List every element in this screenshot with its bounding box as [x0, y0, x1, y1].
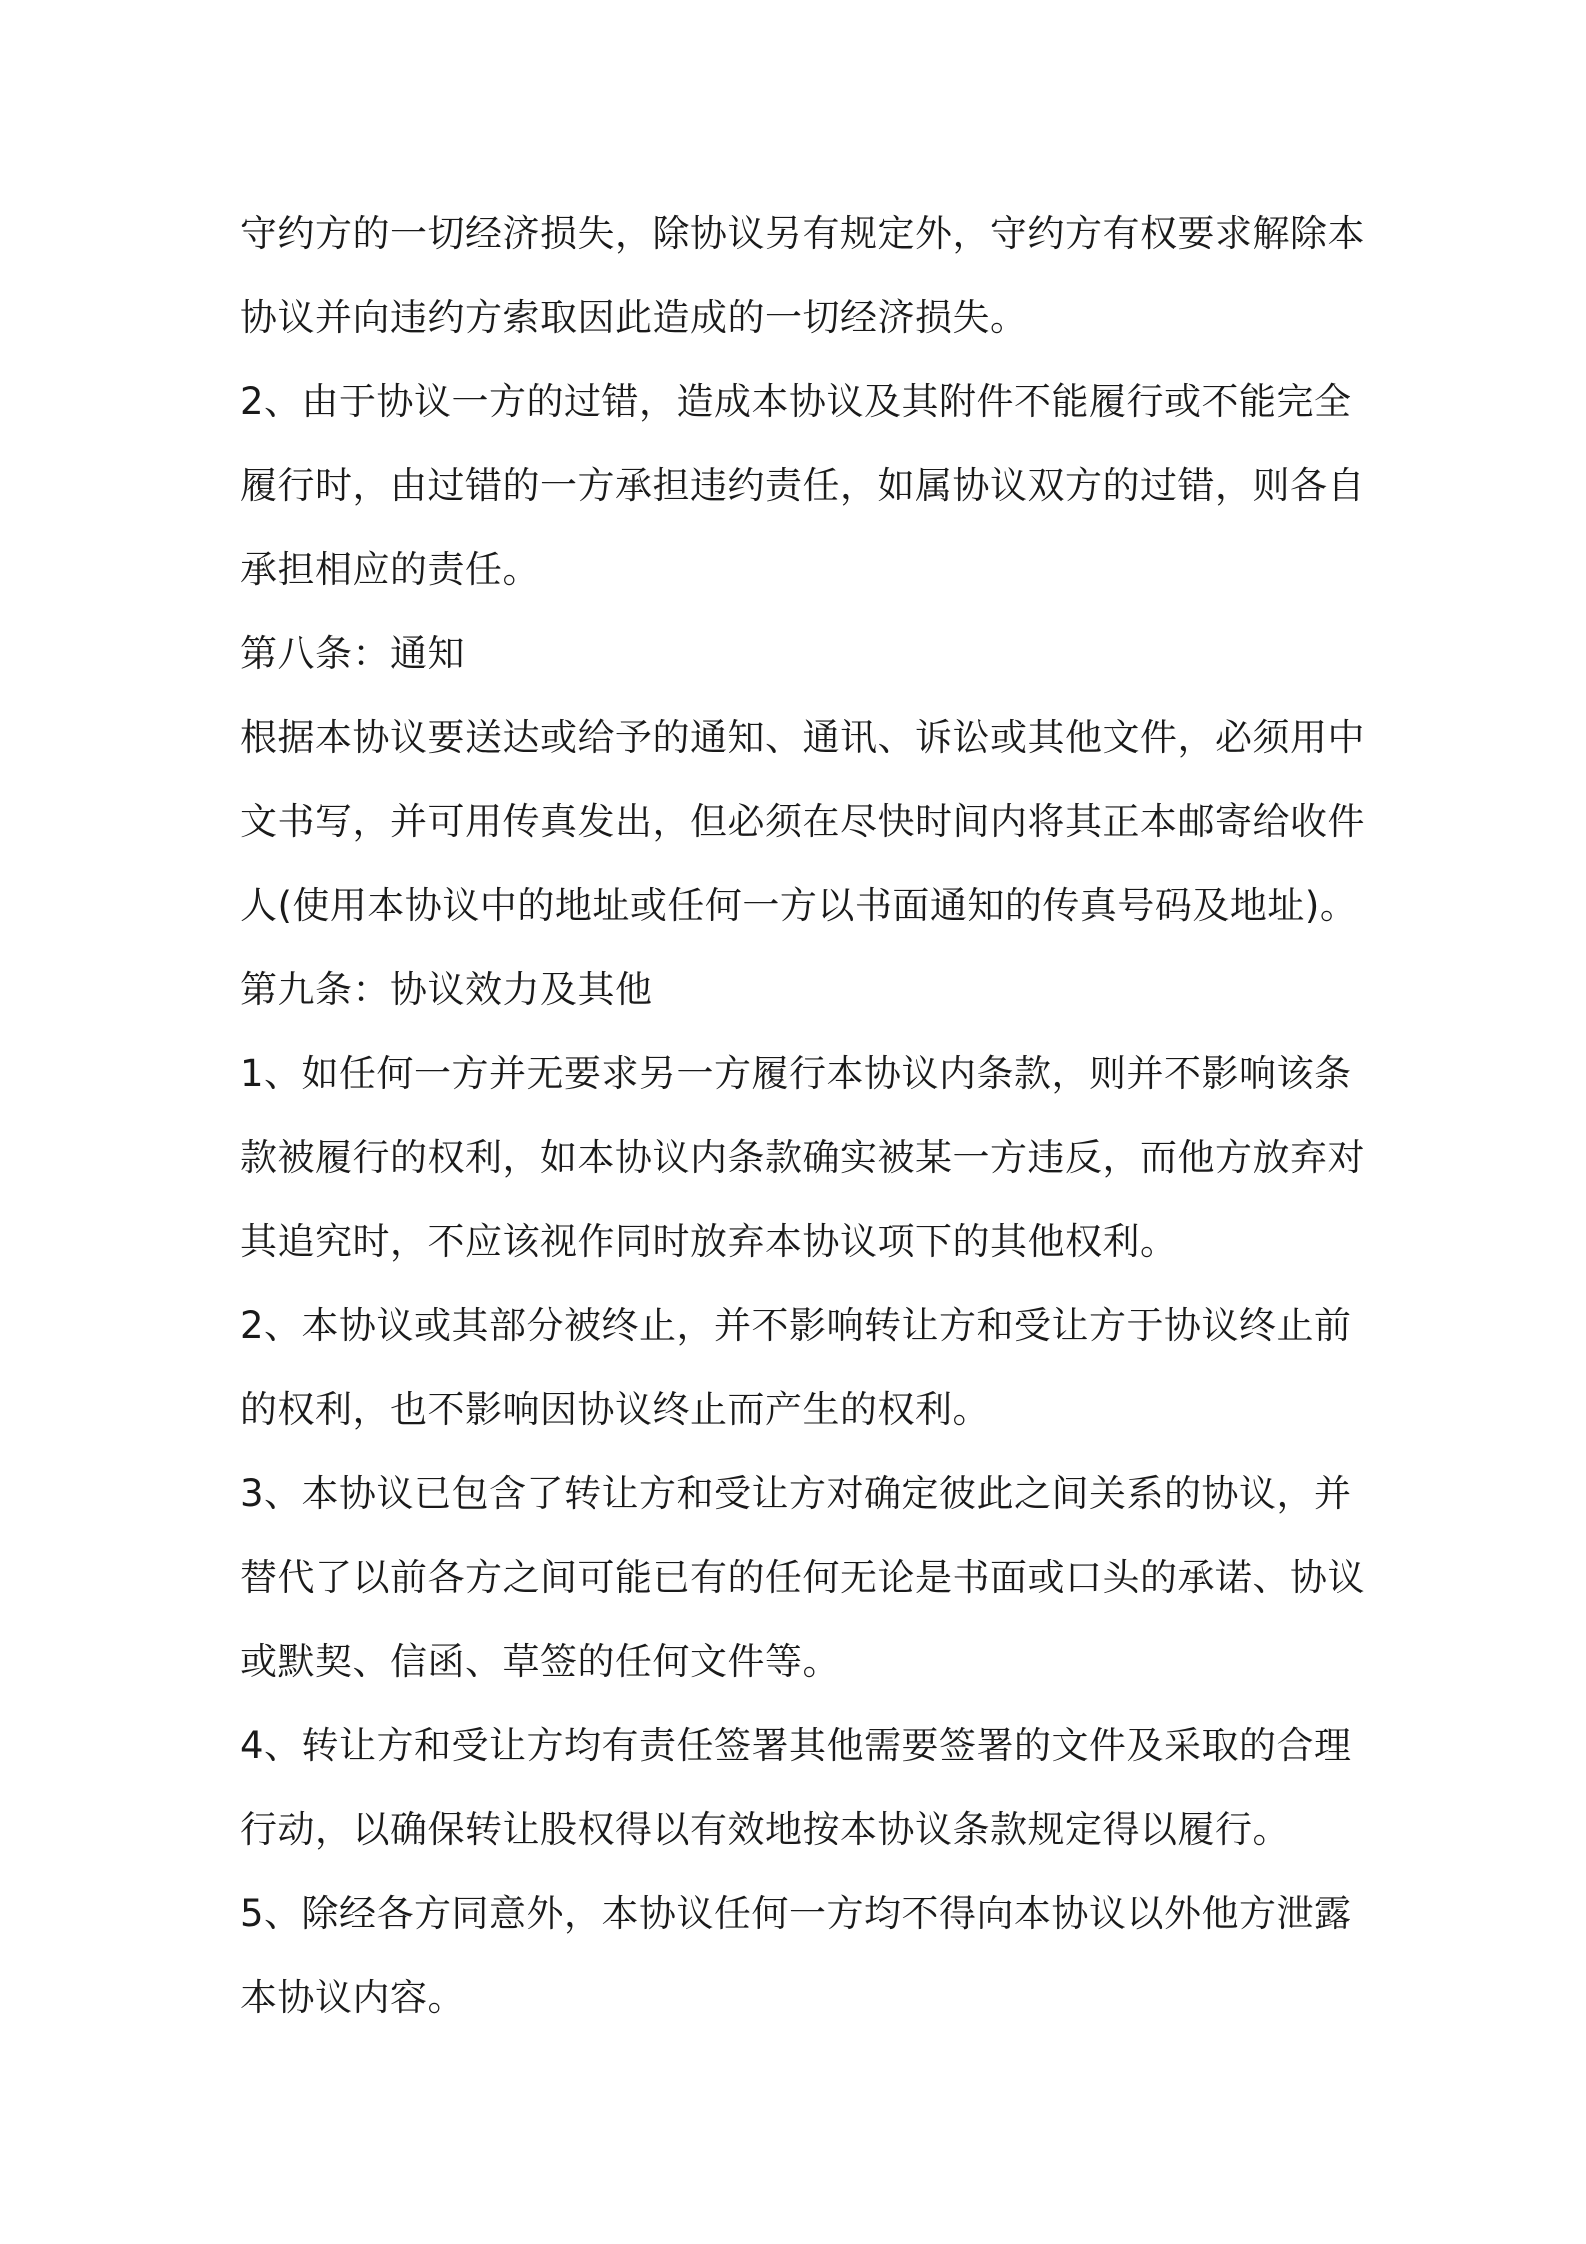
text-line: 履行时，由过错的一方承担违约责任，如属协议双方的过错，则各自 — [240, 464, 1365, 507]
text-line: 替代了以前各方之间可能已有的任何无论是书面或口头的承诺、协议 — [240, 1556, 1365, 1599]
text-line: 其追究时，不应该视作同时放弃本协议项下的其他权利。 — [240, 1220, 1178, 1263]
text-line: 文书写，并可用传真发出，但必须在尽快时间内将其正本邮寄给收件 — [240, 800, 1365, 843]
text-line: 协议并向违约方索取因此造成的一切经济损失。 — [240, 296, 1028, 339]
text-line: 5、除经各方同意外，本协议任何一方均不得向本协议以外他方泄露 — [240, 1892, 1352, 1935]
text-line: 3、本协议已包含了转让方和受让方对确定彼此之间关系的协议，并 — [240, 1472, 1352, 1515]
section-heading-article-9: 第九条：协议效力及其他 — [240, 968, 653, 1011]
text-line: 款被履行的权利，如本协议内条款确实被某一方违反，而他方放弃对 — [240, 1136, 1365, 1179]
text-line: 守约方的一切经济损失，除协议另有规定外，守约方有权要求解除本 — [240, 212, 1365, 255]
text-line: 本协议内容。 — [240, 1976, 465, 2019]
text-line: 人(使用本协议中的地址或任何一方以书面通知的传真号码及地址)。 — [240, 884, 1358, 927]
text-line: 2、由于协议一方的过错，造成本协议及其附件不能履行或不能完全 — [240, 380, 1352, 423]
section-heading-article-8: 第八条：通知 — [240, 632, 465, 675]
text-line: 承担相应的责任。 — [240, 548, 540, 591]
text-line: 4、转让方和受让方均有责任签署其他需要签署的文件及采取的合理 — [240, 1724, 1352, 1767]
text-line: 的权利，也不影响因协议终止而产生的权利。 — [240, 1388, 990, 1431]
text-line: 或默契、信函、草签的任何文件等。 — [240, 1640, 840, 1683]
text-line: 根据本协议要送达或给予的通知、通讯、诉讼或其他文件，必须用中 — [240, 716, 1365, 759]
text-line: 行动，以确保转让股权得以有效地按本协议条款规定得以履行。 — [240, 1808, 1290, 1851]
document-body — [240, 192, 1365, 2040]
text-line: 1、如任何一方并无要求另一方履行本协议内条款，则并不影响该条 — [240, 1052, 1352, 1095]
text-line: 2、本协议或其部分被终止，并不影响转让方和受让方于协议终止前 — [240, 1304, 1352, 1347]
